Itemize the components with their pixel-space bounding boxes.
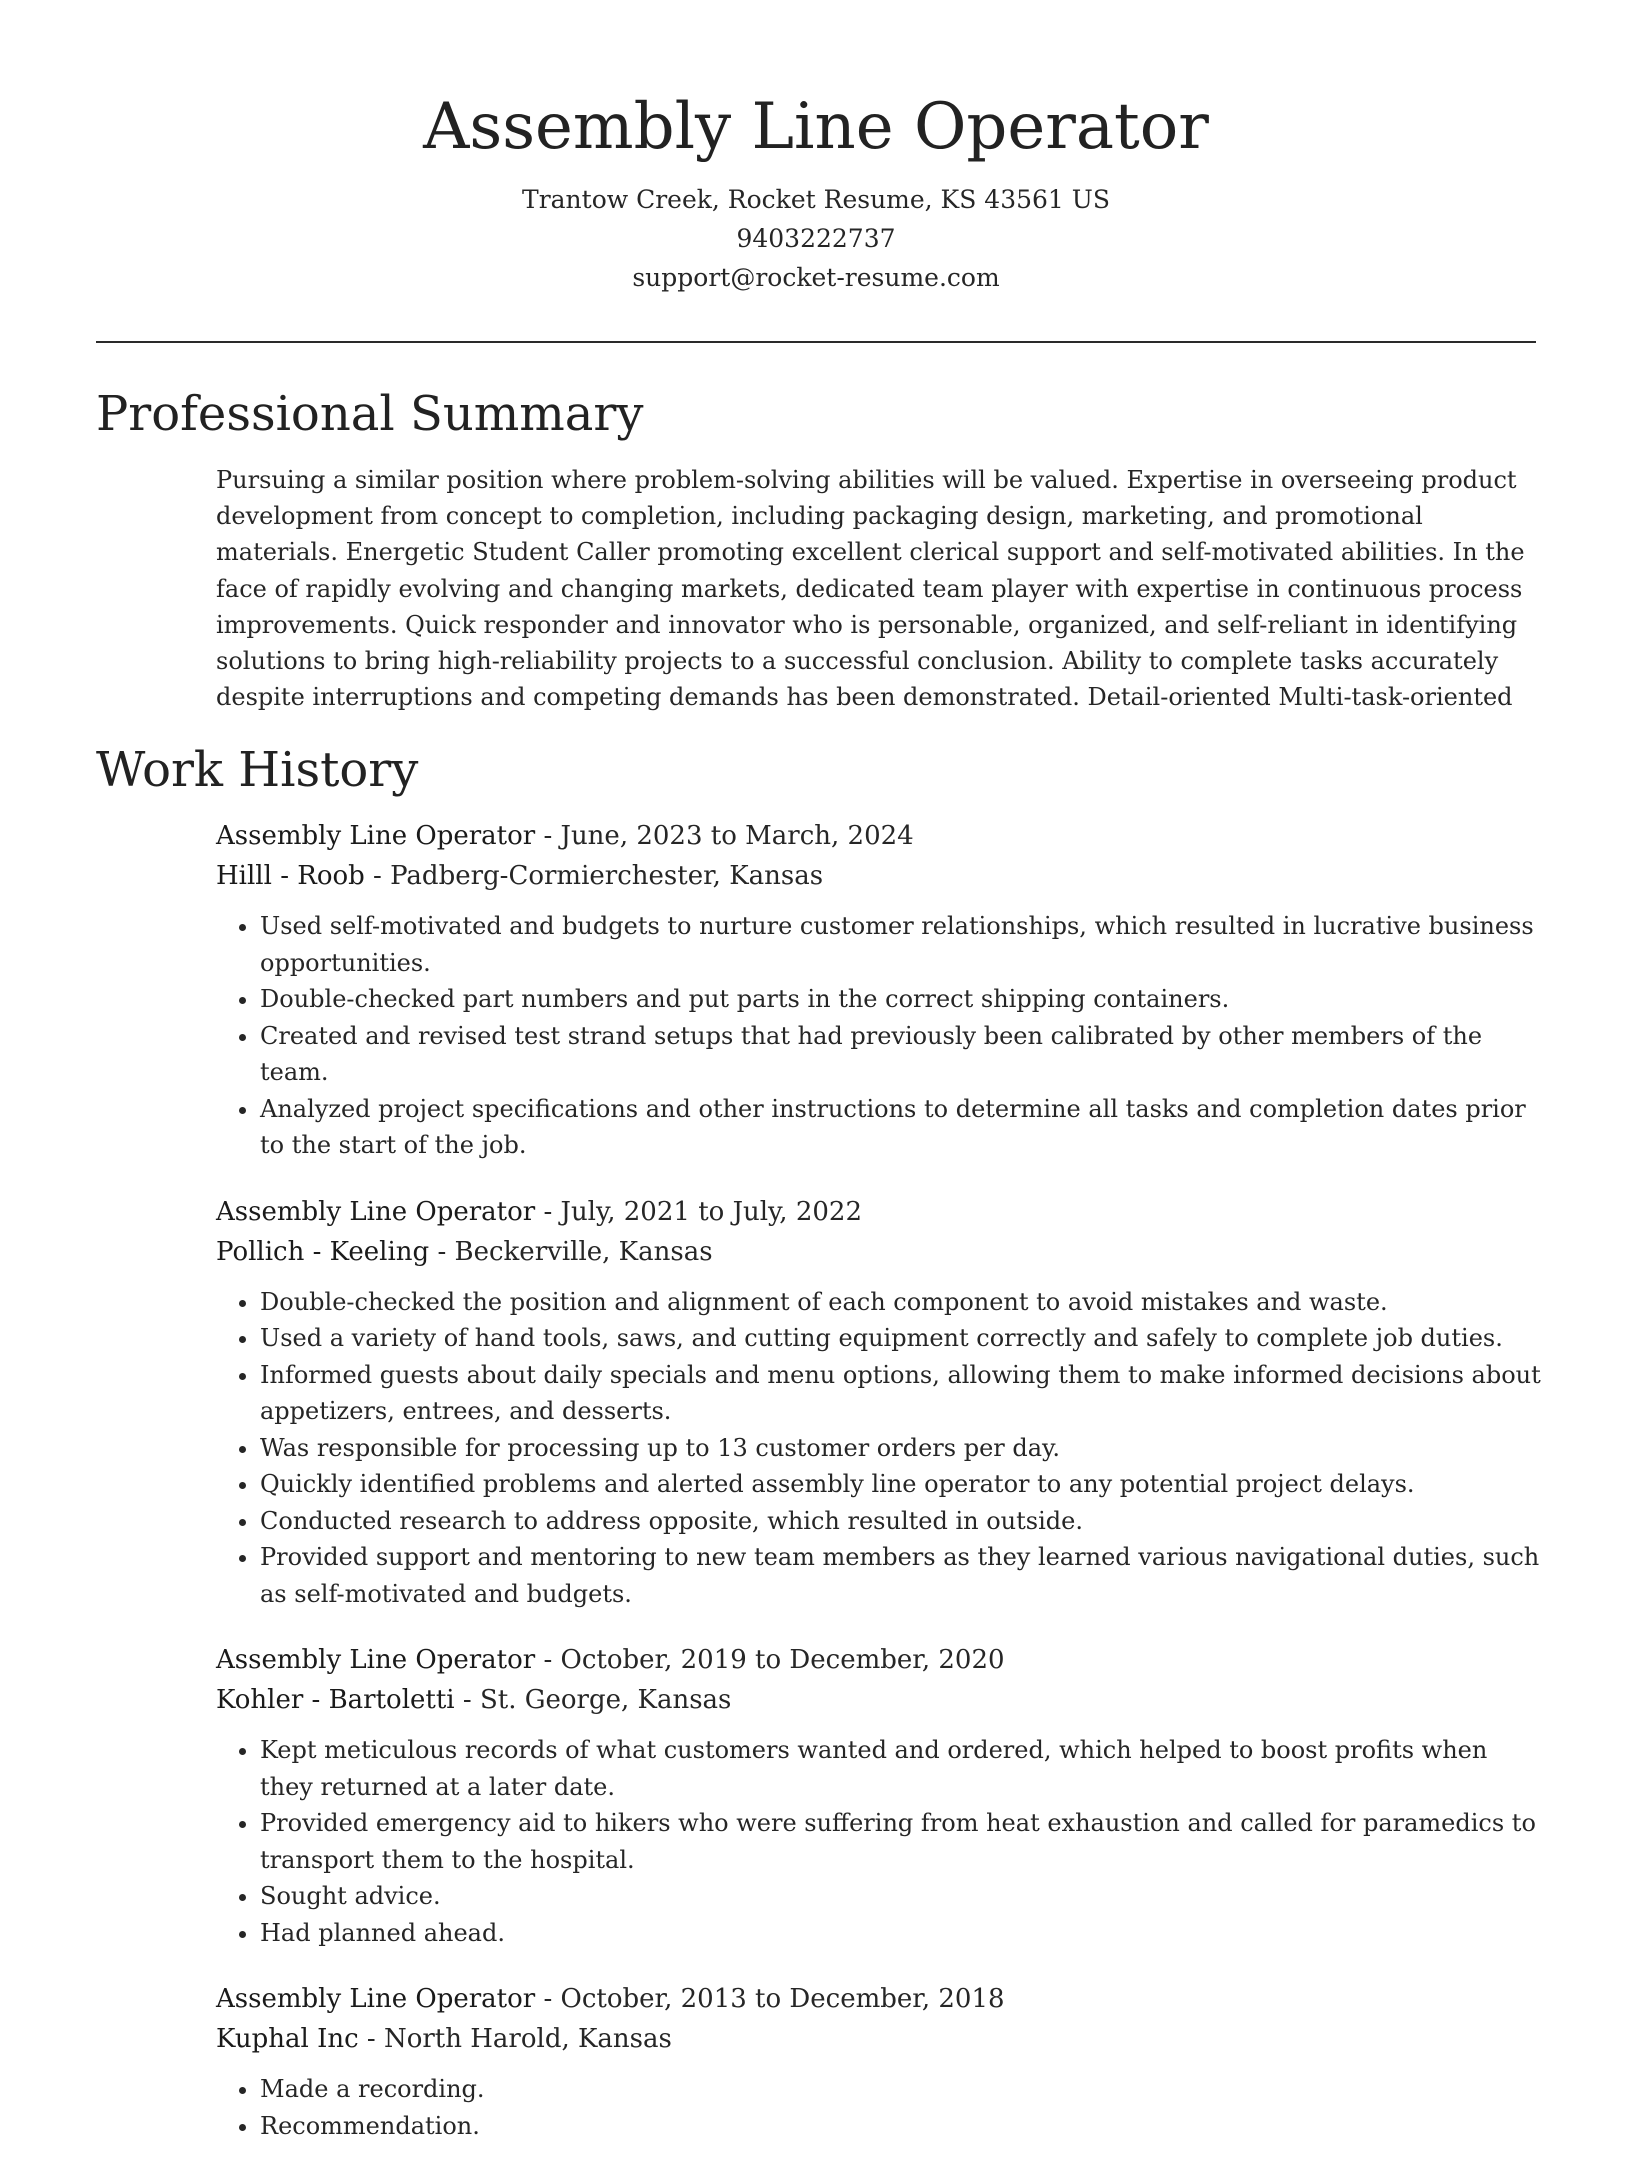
company-location: - Padberg-Cormierchester, Kansas [364, 861, 824, 891]
resume-header [0, 82, 1632, 297]
duty-item: • Provided emergency aid to hikers who were suffering from heat exhaustion and called for paramedics to transport them to the hospital. [260, 1805, 1542, 1878]
job-entry [216, 1192, 1542, 1613]
job-duties [216, 1732, 1542, 1951]
duty-item: • Informed guests about daily specials and menu options, allowing them to make informed decisions about appetizers, entrees, and desserts. [260, 1357, 1542, 1430]
job-duties [216, 1284, 1542, 1613]
work-history-list [216, 816, 1542, 2172]
company-name: Kohler - Bartoletti [216, 1685, 455, 1715]
job-duties [216, 2071, 1542, 2144]
contact-address: Trantow Creek, Rocket Resume, KS 43561 US [522, 185, 1110, 214]
job-dates: - October, 2019 to December, 2020 [535, 1645, 1005, 1675]
candidate-name: Assembly Line Operator [423, 90, 1209, 164]
job-duties [216, 908, 1542, 1164]
job-company-line [216, 1232, 1542, 1272]
job-title-line [216, 1979, 1542, 2019]
duty-item: • Created and revised test strand setups that had previously been calibrated by other members of the team. [260, 1018, 1542, 1091]
job-dates: - October, 2013 to December, 2018 [535, 1984, 1005, 2014]
header-divider [96, 341, 1536, 343]
job-entry [216, 1979, 1542, 2144]
job-company-line [216, 856, 1542, 896]
company-location: - Beckerville, Kansas [429, 1236, 713, 1267]
summary-heading: Professional Summary [96, 386, 644, 442]
duty-item: • Provided support and mentoring to new team members as they learned various navigational duties, such as self-motivated and budgets. [260, 1539, 1542, 1612]
duty-item: • Made a recording. [260, 2071, 1542, 2108]
job-dates: - July, 2021 to July, 2022 [535, 1196, 862, 1227]
company-name: Pollich - Keeling [216, 1236, 430, 1267]
job-company-line [216, 1680, 1542, 1720]
job-title: Assembly Line Operator [216, 1645, 536, 1675]
duty-item: • Recommendation. [260, 2108, 1542, 2145]
duty-item: • Used a variety of hand tools, saws, and cutting equipment correctly and safely to complete job duties. [260, 1320, 1542, 1357]
work-history-heading: Work History [96, 742, 419, 798]
job-entry [216, 816, 1542, 1164]
duty-item: • Quickly identified problems and alerted assembly line operator to any potential project delays. [260, 1466, 1542, 1503]
company-location: - North Harold, Kansas [358, 2024, 672, 2054]
contact-phone: 9403222737 [736, 224, 896, 253]
duty-item: • Kept meticulous records of what customers wanted and ordered, which helped to boost profits when they returned at a later date. [260, 1732, 1542, 1805]
job-title: Assembly Line Operator [216, 821, 536, 851]
duty-item: • Double-checked part numbers and put parts in the correct shipping containers. [260, 981, 1542, 1018]
job-title-line [216, 816, 1542, 856]
duty-item: • Was responsible for processing up to 13 customer orders per day. [260, 1430, 1542, 1467]
job-title-line [216, 1640, 1542, 1680]
duty-item: • Conducted research to address opposite, which resulted in outside. [260, 1503, 1542, 1540]
duty-item: • Used self-motivated and budgets to nurture customer relationships, which resulted in lucrative business opportunities. [260, 908, 1542, 981]
job-title: Assembly Line Operator [216, 1196, 536, 1227]
company-location: - St. George, Kansas [454, 1685, 732, 1715]
job-entry [216, 1640, 1542, 1951]
contact-email: support@rocket-resume.com [632, 263, 1000, 292]
company-name: Hilll - Roob [216, 861, 365, 891]
job-company-line [216, 2019, 1542, 2059]
summary-text: Pursuing a similar position where problem-solving abilities will be valued. Expertise in overseeing product development from concept to completion, including packaging design, marketing, and promotional materials. Energetic Student Caller promoting excellent clerical support and self-motivated abilities. In the face of rapidly evolving and changing markets, dedicated team player with expertise in continuous process improvements. Quick responder and innovator who is personable, organized, and self-reliant in identifying solutions to bring high-reliability projects to a successful conclusion. Ability to complete tasks accurately despite interruptions and competing demands has been demonstrated. Detail-oriented Multi-task-oriented [216, 466, 1525, 712]
duty-item: • Sought advice. [260, 1878, 1542, 1915]
duty-item: • Had planned ahead. [260, 1915, 1542, 1952]
job-title-line [216, 1192, 1542, 1232]
job-title: Assembly Line Operator [216, 1984, 536, 2014]
duty-item: • Analyzed project specifications and other instructions to determine all tasks and completion dates prior to the start of the job. [260, 1091, 1542, 1164]
duty-item: • Double-checked the position and alignment of each component to avoid mistakes and waste. [260, 1284, 1542, 1321]
company-name: Kuphal Inc [216, 2024, 359, 2054]
job-dates: - June, 2023 to March, 2024 [535, 821, 914, 851]
